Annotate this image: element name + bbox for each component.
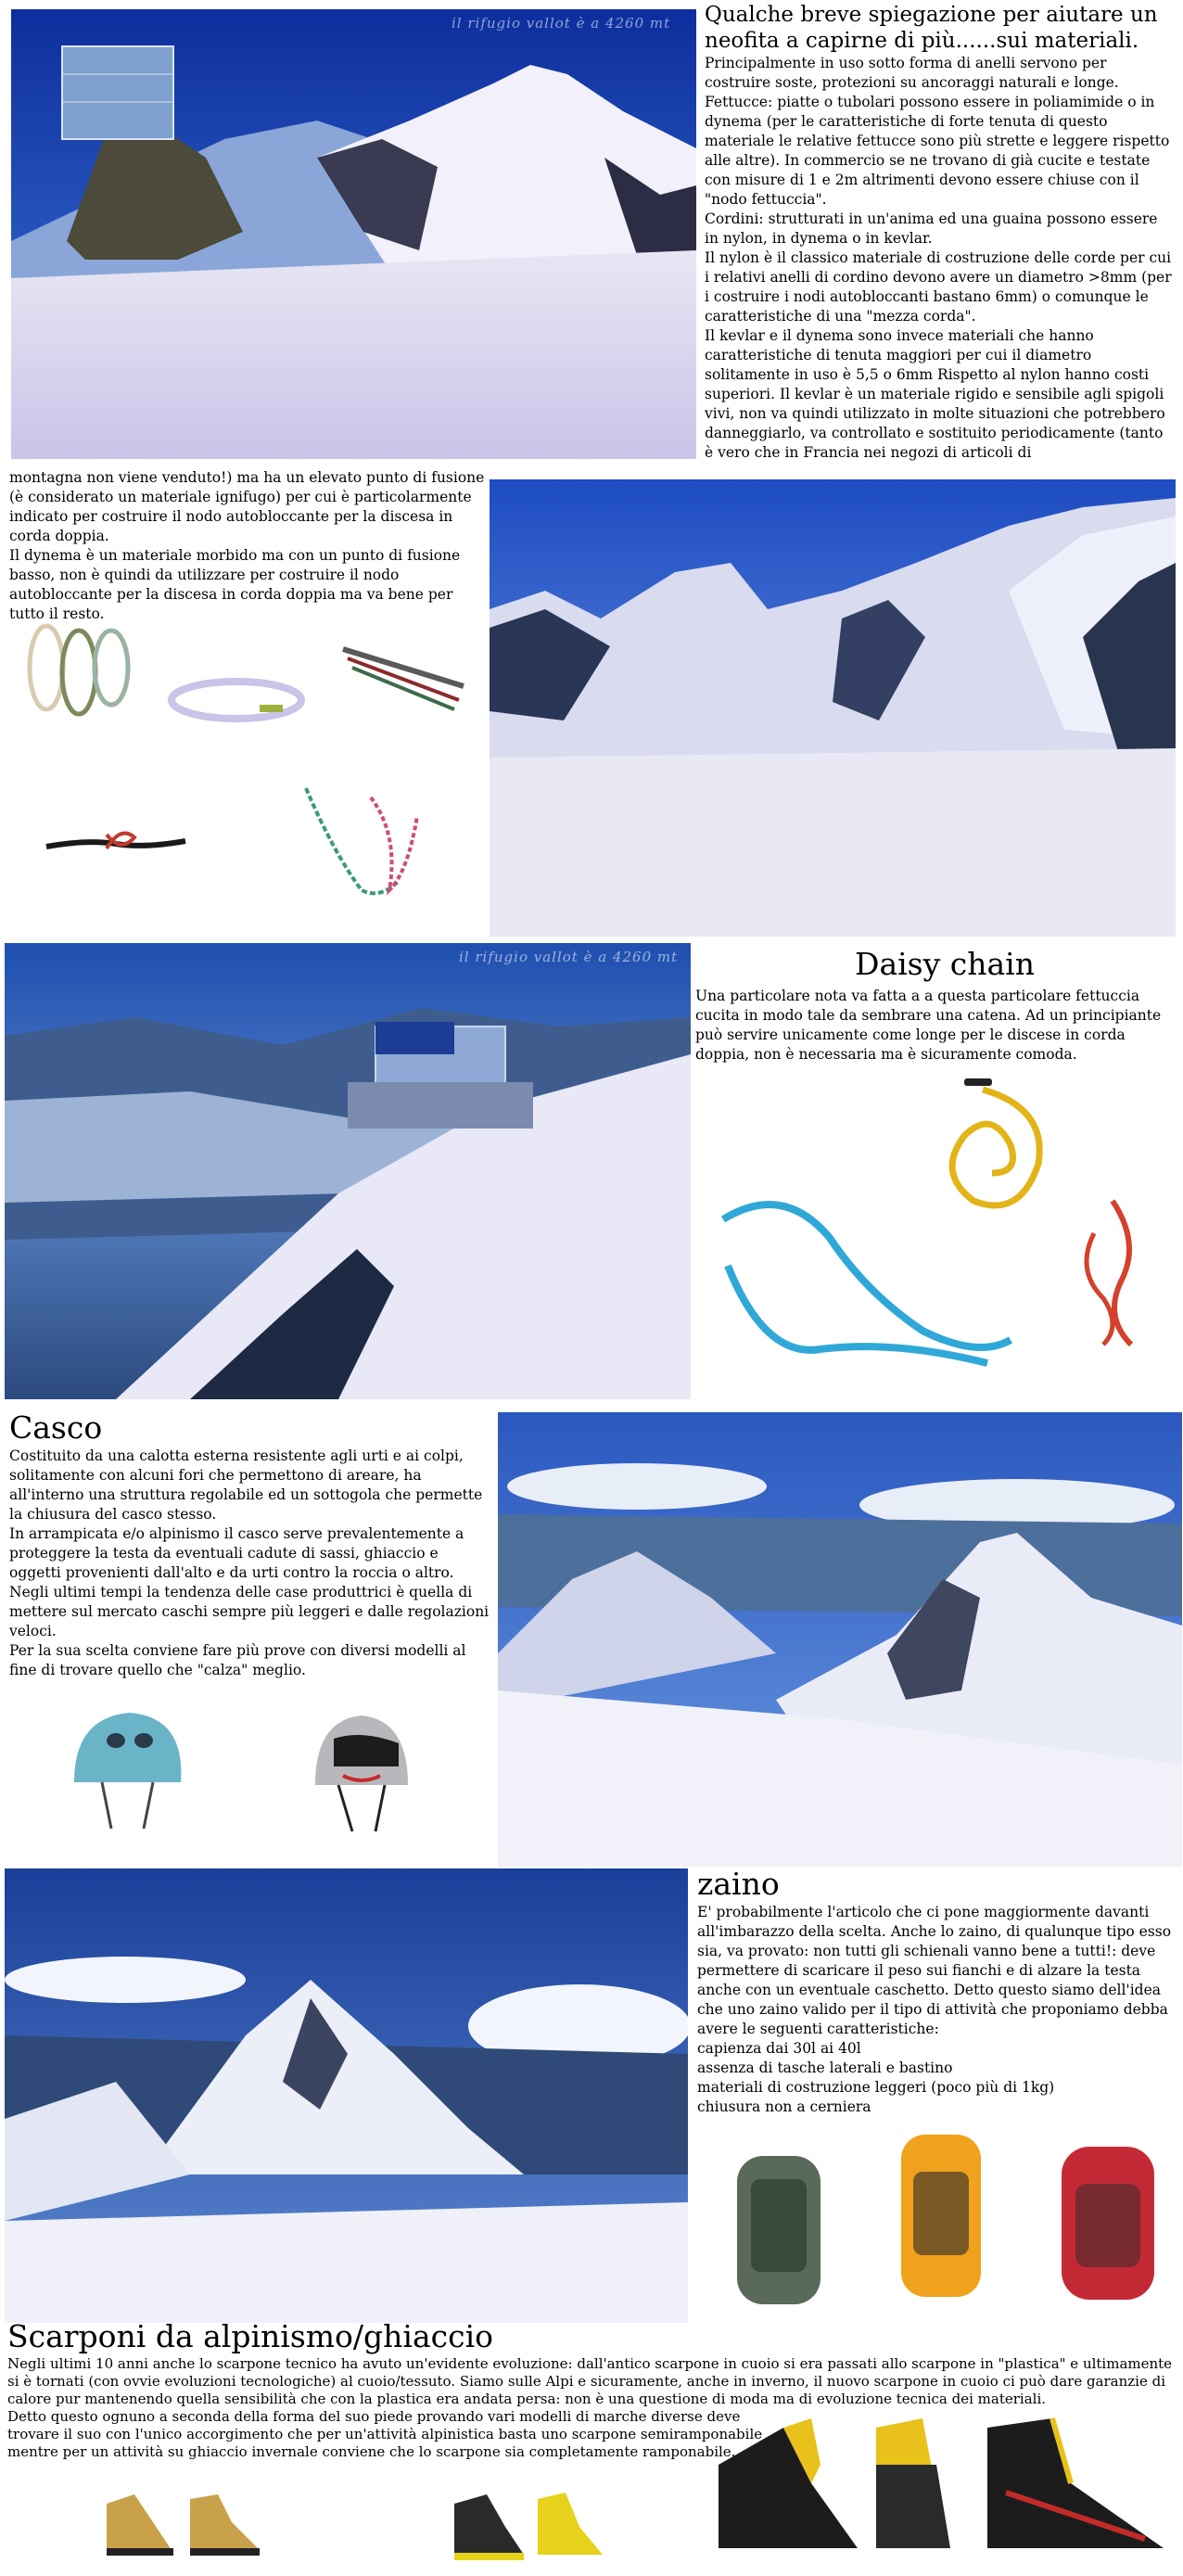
zaino-list-item: materiali di costruzione leggeri (poco più di 1kg)	[697, 2079, 1055, 2096]
photo-watermark: il rifugio vallot è a 4260 mt	[459, 949, 679, 965]
zaino-section	[697, 1866, 1177, 2117]
daisy-chain-yellow-image	[927, 1071, 1066, 1229]
backpack-red-image	[1038, 2137, 1177, 2309]
snow-peak-clouds-photo	[5, 1868, 688, 2323]
intro-paragraph: Il dynema è un materiale morbido ma con un punto di fusione basso, non è quindi da utilizzare per costruire il nodo autobloccante per la discesa in corda doppia ma va bene per tutto il resto.	[9, 547, 461, 622]
photo-watermark: il rifugio vallot è a 4260 mt	[452, 15, 671, 32]
boots-leather-image	[97, 2485, 269, 2559]
intro-paragraph: Principalmente in uso sotto forma di anelli servono per costruire soste, protezioni su ancoraggi naturali e longe.	[705, 55, 1119, 91]
scarponi-paragraph: Negli ultimi 10 anni anche lo scarpone tecnico ha avuto un'evidente evoluzione: dall'antico scarpone in cuoio si era passati allo scarpone in "plastica" e ultimamente si è tornati (con ovvie evoluzioni tecnologiche) al cuoio/tessuto. Siamo sulle Alpi e sicuramente, anche in inverno, il nuovo scarpone in cuoio ci può dare garanzie di calore pur mantenendo quella sensibilità che con la plastica era andata persa: non è una questione di moda ma di evoluzione tecnica dei materiali.	[7, 2355, 1173, 2407]
backpack-orange-image	[890, 2125, 992, 2302]
flat-sling-image	[167, 668, 306, 733]
zaino-list-item: capienza dai 30l ai 40l	[697, 2040, 861, 2057]
casco-paragraph: Per la sua scelta conviene fare più prove con diversi modelli al fine di trovare quello che "calza" meglio.	[9, 1642, 466, 1678]
vallot-hut-photo	[11, 9, 696, 459]
scarponi-paragraph: mentre per un attività su ghiaccio invernale conviene che lo scarpone sia completamente ramponabile.	[7, 2443, 736, 2460]
helmet-black-image	[306, 1702, 417, 1841]
scarponi-paragraph: Detto questo ognuno a seconda della forma del suo piede provando vari modelli di marche diverse deve	[7, 2408, 741, 2425]
intro-paragraph: Fettucce: piatte o tubolari possono essere in poliamimide o in dynema (per le caratteristiche di forte tenuta di questo materiale le relative fettucce sono più strette e leggere rispetto alle altre). In commercio se ne trovano di già cucite e testate con misure di 1 e 2m altrimenti devono essere chiuse con il "nodo fettuccia".	[705, 94, 1170, 208]
scarponi-paragraph: trovare il suo con l'unico accorgimento che per un'attività alpinistica basta uno scarpone semiramponabile	[7, 2426, 763, 2442]
casco-section	[9, 1409, 491, 1680]
dyneema-slings-image	[334, 631, 473, 719]
intro-text-block	[705, 2, 1176, 463]
rope-slings-image	[14, 617, 144, 733]
casco-paragraph: Costituito da una calotta esterna resistente agli urti e ai colpi, solitamente con alcuni fori che permettono di areare, ha all'interno una struttura regolabile ed un sottogola che permette la chiusura del casco stesso.	[9, 1447, 483, 1523]
sling-knot-image	[42, 821, 190, 867]
daisy-chain-title: Daisy chain	[855, 946, 1035, 982]
mont-blanc-glacier-photo	[490, 479, 1176, 937]
intro-paragraph: Il nylon è il classico materiale di costruzione delle corde per cui i relativi anelli di cordino devono avere un diametro >8mm (per i costruire i nodi autobloccanti bastano 6mm) o comunque le caratteristiche di una "mezza corda".	[705, 249, 1172, 325]
daisy-chain-red-image	[1066, 1196, 1159, 1349]
boots-technical-image	[700, 2409, 1177, 2569]
zaino-title: zaino	[697, 1866, 780, 1902]
daisy-chain-section	[695, 946, 1176, 1065]
helmet-blue-image	[65, 1699, 190, 1838]
intro-paragraph: Il kevlar e il dynema sono invece materiali che hanno caratteristiche di tenuta maggiori per cui il diametro solitamente in uso è 5,5 o 6mm Rispetto al nylon hanno costi superiori. Il kevlar è un materiale rigido e sensibile agli spigoli vivi, non va quindi utilizzato in molte situazioni che potrebbero danneggiarlo, va controllato e sostituito periodicamente (tanto è vero che in Francia nei negozi di articoli di	[705, 327, 1165, 461]
daisy-chain-text: Una particolare nota va fatta a a questa particolare fettuccia cucita in modo tale da sembrare una catena. Ad un principiante può servire unicamente come longe per le discese in corda doppia, non è necessaria ma è sicuramente comoda.	[695, 988, 1162, 1063]
intro-continuation	[9, 468, 491, 624]
casco-paragraph: In arrampicata e/o alpinismo il casco serve prevalentemente a proteggere la testa da eventuali cadute di sassi, ghiaccio e oggetti provenienti dall'alto e da urti contro la roccia o altro. Negli ultimi tempi la tendenza delle case produttrici è quella di mettere sul mercato caschi sempre più leggeri e dalle regolazioni veloci.	[9, 1525, 490, 1639]
scarponi-title: Scarponi da alpinismo/ghiaccio	[7, 2318, 494, 2354]
intro-paragraph: montagna non viene venduto!) ma ha un elevato punto di fusione (è considerato un materiale ignifugo) per cui è particolarmente indicato per costruire il nodo autobloccante per la discesa in corda doppia.	[9, 469, 485, 544]
alpine-ridge-photo	[498, 1412, 1182, 1867]
zaino-list-item: chiusura non a cerniera	[697, 2098, 871, 2115]
casco-title: Casco	[9, 1409, 103, 1446]
intro-paragraph: Cordini: strutturati in un'anima ed una guaina possono essere in nylon, in dynema o in kevlar.	[705, 210, 1158, 247]
backpack-grey-image	[723, 2142, 834, 2309]
vallot-hut-ridge-photo	[5, 943, 691, 1399]
boots-yellow-image	[445, 2485, 607, 2564]
cord-loops-image	[297, 779, 431, 904]
intro-title: Qualche breve spiegazione per aiutare un neofita a capirne di più......sui materiali.	[705, 3, 1158, 53]
zaino-list-item: assenza di tasche laterali e bastino	[697, 2060, 953, 2076]
zaino-paragraph: E' probabilmente l'articolo che ci pone maggiormente davanti all'imbarazzo della scelta. Anche lo zaino, di qualunque tipo esso sia, va provato: non tutti gli schienali vanno bene a tutti!: deve permettere di scaricare il peso sui fianchi e di alzare la testa anche con un eventuale caschetto. Detto questo siamo dell'idea che uno zaino valido per il tipo di attività che proponiamo debba avere le seguenti caratteristiche:	[697, 1904, 1172, 2037]
